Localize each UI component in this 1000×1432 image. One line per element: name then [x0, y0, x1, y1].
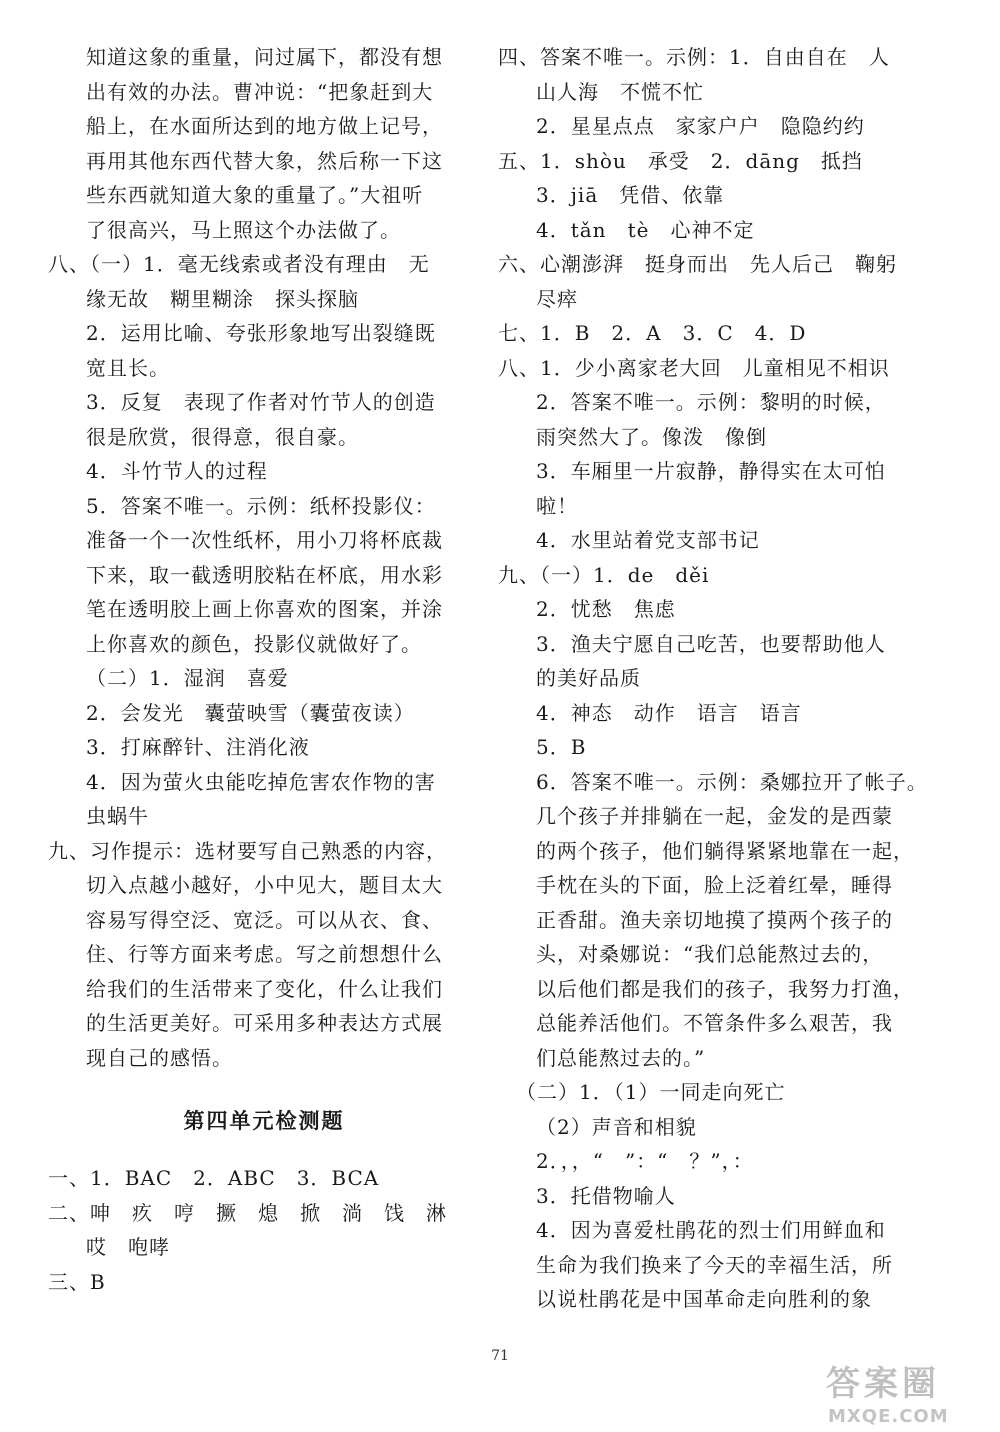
text-line: 了很高兴，马上照这个办法做了。 [86, 217, 401, 242]
text-line: 缘无故 糊里糊涂 探头探脑 [86, 286, 359, 311]
section-seven-title: 七、1．B 2．A 3．C 4．D [498, 321, 807, 345]
text-line: 山人海 不慌不忙 [536, 79, 704, 104]
text-line: 切入点越小越好，小中见大，题目太大 [86, 873, 443, 897]
text-line: 4．神态 动作 语言 语言 [536, 700, 802, 725]
text-line: 3．托借物喻人 [536, 1183, 676, 1208]
section-six-title: 六、心潮澎湃 挺身而出 先人后己 鞠躬 [498, 252, 897, 276]
text-line: 2．会发光 囊萤映雪（囊萤夜读） [86, 700, 415, 725]
text-line: 2．，，“ ”：“ ？”，： [536, 1149, 754, 1173]
text-line: 以说杜鹃花是中国革命走向胜利的象 [536, 1287, 872, 1311]
text-line: 住、行等方面来考虑。写之前想想什么 [86, 942, 443, 966]
text-line: 知道这象的重量，问过属下，都没有想 [86, 45, 443, 69]
section-eight-title: 八、（一）1．毫无线索或者没有理由 无 [48, 252, 430, 276]
watermark-url: MXQE.COM [828, 1406, 949, 1427]
text-line: 雨突然大了。像泼 像倒 [536, 424, 767, 449]
text-line: 3．渔夫宁愿自己吃苦，也要帮助他人 [536, 631, 886, 656]
text-line: 3．车厢里一片寂静，静得实在太可怕 [536, 459, 886, 483]
text-line: 船上，在水面所达到的地方做上记号， [86, 114, 443, 138]
watermark [826, 1362, 996, 1428]
text-line: 准备一个一次性纸杯，用小刀将杯底裁 [86, 528, 443, 552]
text-line: 几个孩子并排躺在一起，金发的是西蒙 [536, 804, 893, 828]
text-line: 5．答案不唯一。示例：纸杯投影仪： [86, 493, 436, 518]
unit-four-heading: 第四单元检测题 [183, 1109, 345, 1133]
text-line: 5．B [536, 735, 587, 759]
text-line: 下来，取一截透明胶粘在杯底，用水彩 [86, 562, 443, 587]
unit4-question-2: 二、呻 疚 哼 撅 熄 掀 淌 饯 淋 [48, 1200, 447, 1225]
text-line: 哎 咆哮 [86, 1235, 170, 1259]
text-line: 3．jiā 凭借、依靠 [536, 183, 725, 207]
spacer [48, 1075, 480, 1099]
text-line: 总能养活他们。不管条件多么艰苦，我 [536, 1011, 893, 1035]
left-column [48, 40, 480, 1299]
text-line: 4．tǎn tè 心神不定 [536, 217, 755, 242]
section-eight-title: 八、1．少小离家老大回 儿童相见不相识 [498, 355, 890, 380]
text-line: 2．答案不唯一。示例：黎明的时候， [536, 390, 886, 414]
text-line: 们总能熬过去的。” [536, 1045, 706, 1070]
text-line: （2）声音和相貌 [536, 1114, 697, 1139]
page-number: 71 [491, 1348, 509, 1364]
text-line: 容易写得空泛、宽泛。可以从衣、食、 [86, 907, 443, 932]
text-line: 些东西就知道大象的重量了。”大祖听 [86, 183, 424, 207]
section-four-title: 四、答案不唯一。示例：1．自由自在 人 [498, 45, 890, 69]
text-line: 现自己的感悟。 [86, 1045, 233, 1070]
text-line: 4．水里站着党支部书记 [536, 528, 760, 552]
text-line: 的两个孩子，他们躺得紧紧地靠在一起， [536, 838, 914, 863]
spacer [48, 1143, 480, 1161]
text-line: 上你喜欢的颜色，投影仪就做好了。 [86, 631, 422, 656]
unit4-question-1: 一、1．BAC 2．ABC 3．BCA [48, 1166, 380, 1190]
text-line: 很是欣赏，很得意，很自豪。 [86, 424, 359, 449]
section-five-title: 五、1．shòu 承受 2．dāng 抵挡 [498, 148, 863, 173]
text-line: 尽瘁 [536, 286, 578, 311]
text-line: 4．斗竹节人的过程 [86, 459, 268, 483]
text-line: 的生活更美好。可采用多种表达方式展 [86, 1011, 443, 1035]
text-line: 以后他们都是我们的孩子，我努力打渔， [536, 976, 914, 1001]
section-nine-title: 九、习作提示：选材要写自己熟悉的内容， [48, 838, 447, 863]
text-line: 笔在透明胶上画上你喜欢的图案，并涂 [86, 597, 443, 621]
section-nine-title: 九、（一）1．de děi [498, 562, 710, 587]
text-line: （二）1．（1）一同走向死亡 [516, 1080, 786, 1104]
text-line: 2．运用比喻、夸张形象地写出裂缝既 [86, 321, 436, 345]
text-line: 头，对桑娜说：“我们总能熬过去的， [536, 942, 884, 966]
watermark-logo: 答案圈 [826, 1364, 940, 1404]
text-line: 6．答案不唯一。示例：桑娜拉开了帐子。 [536, 769, 928, 794]
text-line: （二）1．湿润 喜爱 [86, 666, 289, 690]
text-line: 宽且长。 [86, 355, 170, 380]
text-line: 2．忧愁 焦虑 [536, 597, 676, 621]
text-line: 正香甜。渔夫亲切地摸了摸两个孩子的 [536, 907, 893, 932]
text-line: 生命为我们换来了今天的幸福生活，所 [536, 1252, 893, 1277]
unit4-question-3: 三、B [48, 1269, 106, 1294]
text-line: 的美好品质 [536, 666, 641, 690]
text-line: 3．打麻醉针、注消化液 [86, 735, 310, 759]
text-line: 虫蜗牛 [86, 804, 149, 828]
text-line: 再用其他东西代替大象，然后称一下这 [86, 148, 443, 173]
text-line: 啦！ [536, 493, 578, 518]
text-line: 给我们的生活带来了变化，什么让我们 [86, 976, 443, 1001]
text-line: 手枕在头的下面，脸上泛着红晕，睡得 [536, 873, 893, 897]
text-line: 4．因为萤火虫能吃掉危害农作物的害 [86, 769, 436, 794]
text-line: 3．反复 表现了作者对竹节人的创造 [86, 390, 436, 414]
text-line: 2．星星点点 家家户户 隐隐约约 [536, 114, 865, 138]
right-column [498, 40, 938, 1317]
text-line: 4．因为喜爱杜鹃花的烈士们用鲜血和 [536, 1218, 886, 1242]
text-line: 出有效的办法。曹冲说：“把象赶到大 [86, 79, 434, 104]
